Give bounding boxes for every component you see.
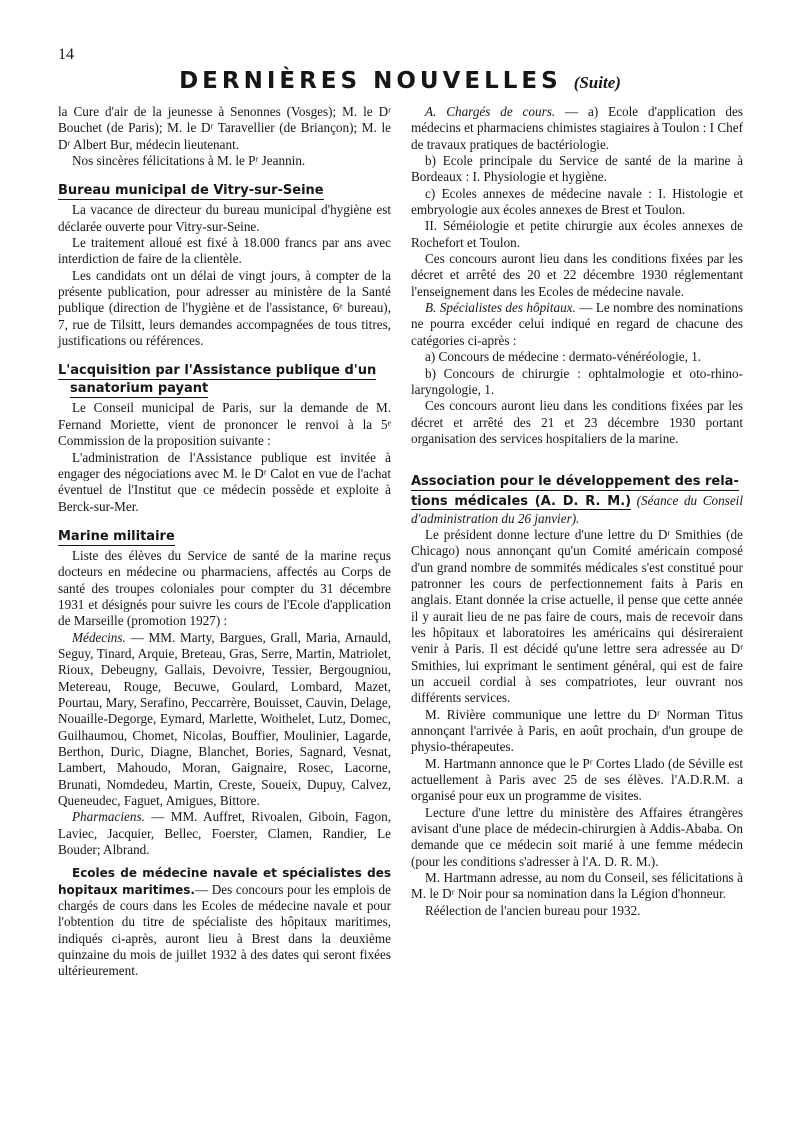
association-paragraph-4: Lecture d'une lettre du ministère des Affaires étrangères avisant d'une place de médecin-chirurgien à Addis-Ababa. On demande que ce médecin soit marié à une femme médecin (pour les conditions s'adresser à l'A. D. R. M.). xyxy=(411,804,743,869)
right-column xyxy=(411,104,743,919)
vitry-paragraph-3: Les candidats ont un délai de vingt jours, à compter de la présente publication, pour adresser au ministère de la Santé publique (direction de l'hygiène et de l'assistance, 6ᵉ bureau), 7, rue de Tilsitt, leurs demandes accompagnées de tous titres, justifications ou références. xyxy=(58,267,391,349)
marine-paragraph-1: Liste des élèves du Service de santé de la marine reçus docteurs en médecine ou pharmaciens, affectés au Corps de santé des troupes coloniales pour compter du 31 décembre 1931 et désignés pour suivre les cours de l'Ecole d'application de Marseille (promotion 1927) : xyxy=(58,547,391,629)
title-suite: (Suite) xyxy=(573,73,621,92)
assistance-paragraph-2: L'administration de l'Assistance publique est invitée à engager des négociations avec M. le Dʳ Calot en vue de l'achat éventuel de l'Institut que ce médecin possède et exploite à Berck-sur-Mer. xyxy=(58,449,391,514)
ecoles-heading: Ecoles de médecine navale et spécialistes des hopitaux maritimes. xyxy=(58,866,391,897)
pharmaciens-list: — MM. Auffret, Rivoalen, Giboin, Fagon, Laviec, Jacquier, Bellec, Foerster, Clamen, Randier, Le Bouder; Albrand. xyxy=(58,809,391,858)
heading-association-line1: Association pour le développement des rela- xyxy=(411,474,739,490)
association-paragraph-2: M. Rivière communique une lettre du Dʳ Norman Titus annonçant l'arrivée à Paris, en août prochain, d'un groupe de physio-thérapeutes. xyxy=(411,706,743,755)
specialistes-text: — Le nombre des nominations ne pourra excéder celui indiqué en regard de chacune des catégories ci-après : xyxy=(411,300,743,348)
pharmaciens-label: Pharmaciens. xyxy=(72,809,145,825)
concours-medecine-paragraph: a) Concours de médecine : dermato-vénéréologie, 1. xyxy=(425,349,702,365)
vitry-paragraph-1: La vacance de directeur du bureau municipal d'hygiène est déclarée ouverte pour Vitry-sur-Seine. xyxy=(58,202,391,234)
concours-paragraph-2: Ces concours auront lieu dans les conditions fixées par les décret et arrêté des 21 et 23 décembre 1930 portant organisation des services hospitaliers de la marine. xyxy=(411,398,743,446)
heading-assistance-line2: sanatorium payant xyxy=(70,381,209,397)
intro-paragraph-1: la Cure d'air de la jeunesse à Senonnes (Vosges); M. le Dʳ Bouchet (de Paris); M. le Dʳ Taravellier (de Briançon); M. le Dʳ Albert Bur, médecin lieutenant. xyxy=(58,104,391,152)
ecoles-paragraph xyxy=(58,865,391,979)
charges-text: — a) Ecole d'application des médecins et pharmaciens chimistes stagiaires à Toulon : I Chef de travaux pratiques de bactériologie. xyxy=(411,104,743,152)
specialistes-paragraph xyxy=(411,300,743,349)
association-paragraph-3: M. Hartmann annonce que le Pʳ Cortes Llado (de Séville est actuellement à Paris avec 25 de ses élèves. l'A.D.R.M. a organisé pour eux un programme de visites. xyxy=(411,755,743,804)
heading-association xyxy=(411,473,743,491)
vitry-paragraph-2: Le traitement alloué est fixé à 18.000 francs par ans avec interdiction de faire de la clientèle. xyxy=(58,235,391,267)
association-paragraph-1: Le président donne lecture d'une lettre du Dʳ Smithies (de Chicago) nous annonçant qu'un Comité américain composé d'un grand nombre de sommités médicales s'est constitué pour patronner les cours de perfectionnement faits à Paris en anglais. Etant donnée la crise actuelle, il pense que cette année il y aurait lieu de ne pas faire de cours, mais de recevoir dans les hôpitaux et laboratoires les américains qui désireraient venir à Paris. Il est décidé qu'une lettre sera adressée au Dʳ Smithies, lui exprimant le sentiment général, qui est de faire un accueil cordial à ses compatriotes, leur ouvrant nos différents services. xyxy=(411,526,743,706)
heading-assistance-line1: L'acquisition par l'Assistance publique d'un xyxy=(58,363,377,379)
left-column xyxy=(58,104,391,980)
medecins-paragraph xyxy=(58,630,391,810)
association-seance: (Séance du Conseil d'administration du 26 janvier). xyxy=(411,493,743,526)
specialistes-label: B. Spécialistes des hôpitaux. xyxy=(425,300,576,316)
heading-association-line2: tions médicales (A. D. R. M.) xyxy=(411,494,632,510)
concours-chirurgie-paragraph: b) Concours de chirurgie : ophtalmologie et oto-rhino-laryngologie, 1. xyxy=(411,365,743,397)
medecins-list: — MM. Marty, Bargues, Grall, Maria, Arnauld, Seguy, Tinard, Arquie, Breteau, Gras, Serre, Martin, Matriolet, Rioux, Debeugny, Gallais, Devoivre, Tessier, Bergougniou, Metereau, Rouge, Becuwe, Goulard, Lombard, Mazet, Pourtau, Mary, Serafino, Peccarrère, Bouisset, Cauvin, Delage, Nouaille-Degorge, Eymard, Marlette, Woithelet, Lutz, Domec, Guilhaumou, Chomet, Nicolas, Bouffier, Moulinier, Lagarde, Berthon, Duric, Diagne, Blanchet, Bories, Sagnard, Vesnat, Lambert, Mahoudo, Moran, Gaignaire, Rosec, Lacorne, Brunati, Nomdedeu, Martin, Creste, Soueix, Dupuy, Calvez, Queneudec, Faguet, Amigues, Bittore. xyxy=(58,629,391,809)
association-seance-line xyxy=(411,493,743,527)
charges-label: A. Chargés de cours. xyxy=(425,104,556,119)
heading-vitry: Bureau municipal de Vitry-sur-Seine xyxy=(58,183,324,199)
assistance-paragraph-1: Le Conseil municipal de Paris, sur la demande de M. Fernand Moriette, vient de prononcer le renvoi à la 5ᵉ Commission de la proposition suivante : xyxy=(58,400,391,449)
heading-assistance xyxy=(58,362,391,398)
charges-paragraph xyxy=(411,104,743,153)
heading-marine: Marine militaire xyxy=(58,528,175,544)
concours-paragraph-1: Ces concours auront lieu dans les conditions fixées par les décret et arrêté des 20 et 22 décembre 1930 réglementant l'enseignement dans les Ecoles de médecine navale. xyxy=(411,251,743,299)
bordeaux-paragraph: b) Ecole principale du Service de santé de la marine à Bordeaux : I. Physiologie et hygiène. xyxy=(411,153,743,185)
intro-paragraph-2: Nos sincères félicitations à M. le Pʳ Jeannin. xyxy=(72,153,306,169)
page-title xyxy=(0,68,800,94)
ecoles-text: — Des concours pour les emplois de chargés de cours dans les Ecoles de médecine navale et pour l'obtention du titre de spécialiste des hôpitaux maritimes, indiqués ci-après, auront lieu à Brest dans la deuxième quinzaine du mois de juillet 1932 à des dates qui seront fixées ultérieurement. xyxy=(58,881,391,979)
semeiologie-paragraph: II. Séméiologie et petite chirurgie aux écoles annexes de Rochefort et Toulon. xyxy=(411,218,743,250)
association-paragraph-6: Réélection de l'ancien bureau pour 1932. xyxy=(425,902,641,918)
association-paragraph-5: M. Hartmann adresse, au nom du Conseil, ses félicitations à M. le Dʳ Noir pour sa nomination dans la Légion d'honneur. xyxy=(411,870,743,902)
medecins-label: Médecins. xyxy=(72,629,126,645)
annexes-paragraph: c) Ecoles annexes de médecine navale : I. Histologie et embryologie aux écoles annexes de Brest et Toulon. xyxy=(411,185,743,218)
pharmaciens-paragraph xyxy=(58,809,391,858)
title-text: DERNIÈRES NOUVELLES xyxy=(179,68,562,94)
page-number: 14 xyxy=(58,46,74,63)
